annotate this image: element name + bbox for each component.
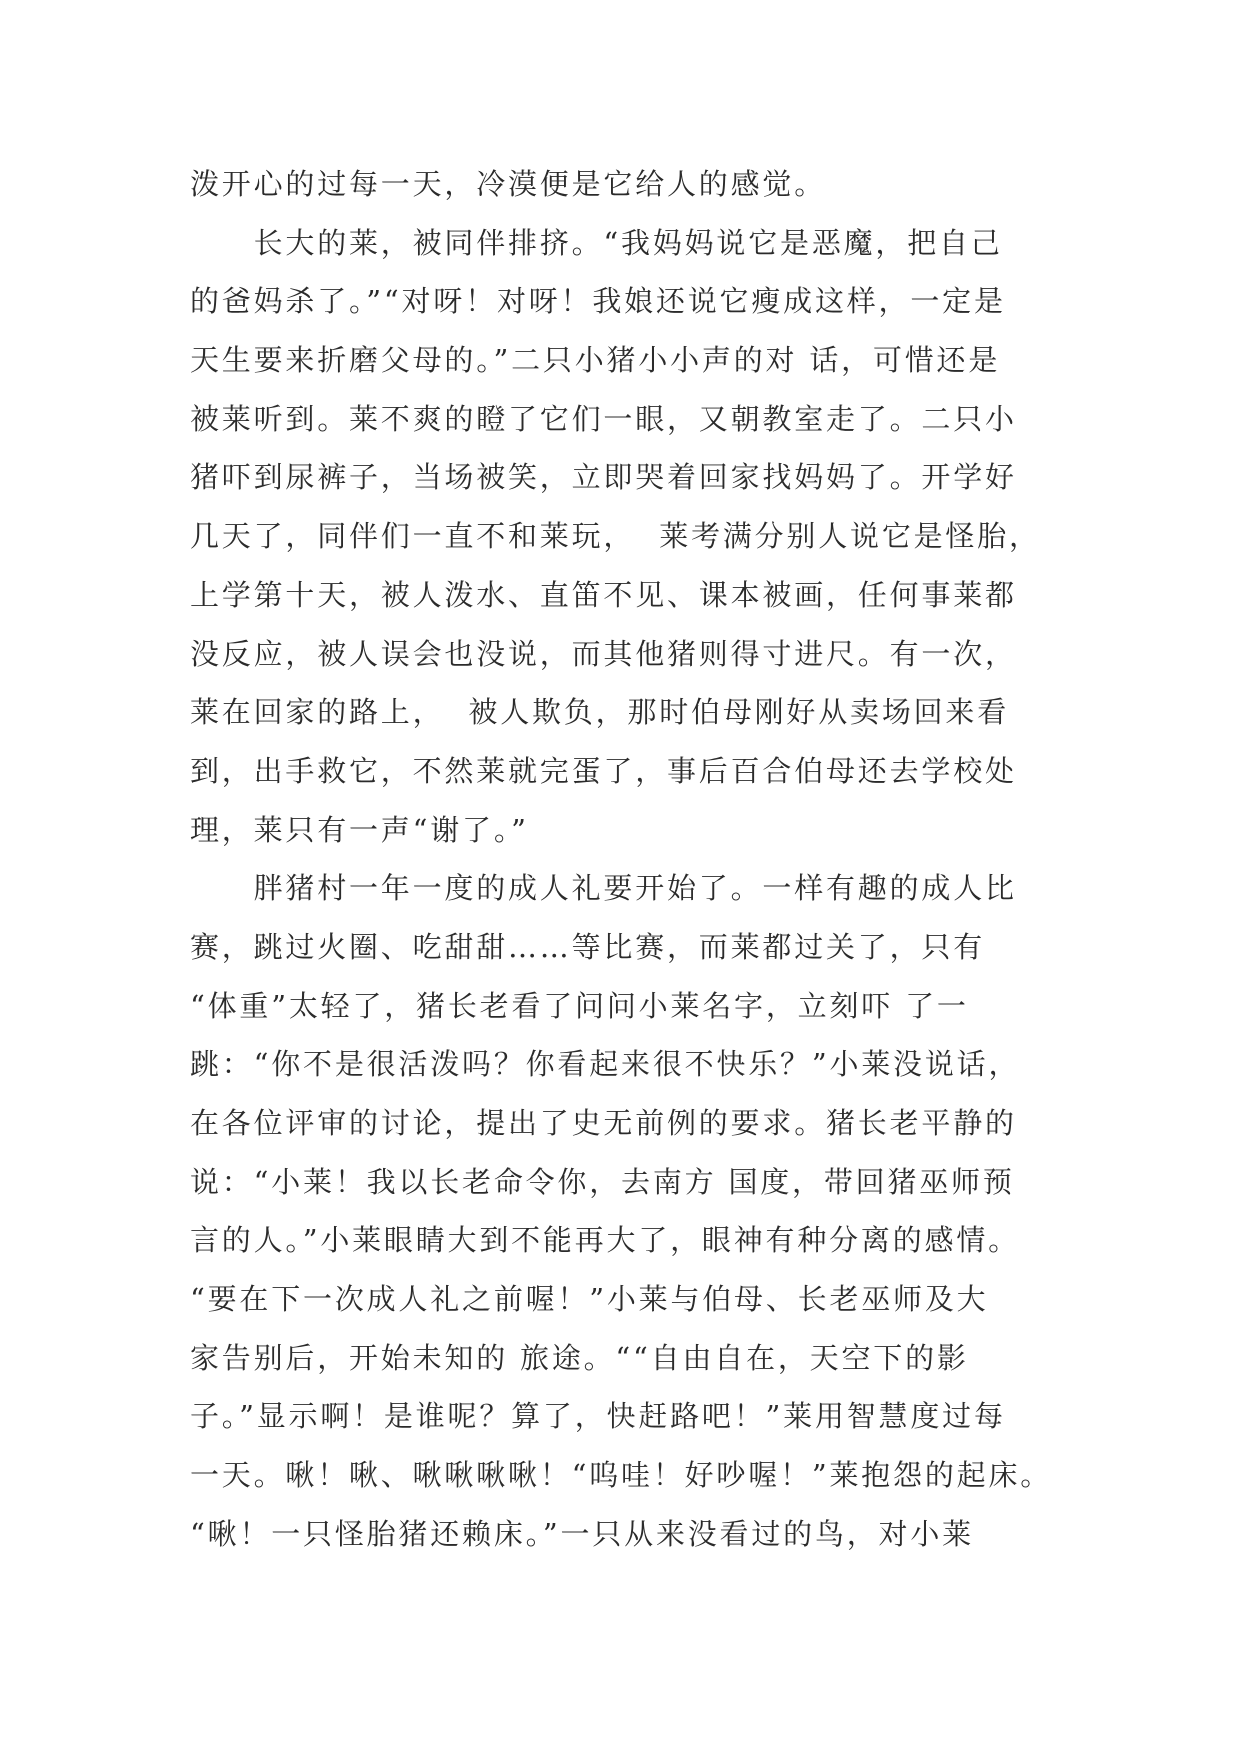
- text-line: 子。”显示啊！是谁呢？算了，快赶路吧！”莱用智慧度过每: [190, 1399, 1006, 1434]
- text-line: “啾！一只怪胎猪还赖床。”一只从来没看过的鸟，对小莱: [190, 1516, 974, 1551]
- text-line: 猪吓到尿裤子，当场被笑，立即哭着回家找妈妈了。开学好: [190, 460, 1017, 495]
- text-line: 泼开心的过每一天，冷漠便是它给人的感觉。: [190, 167, 827, 201]
- text-line: 赛，跳过火圈、吃甜甜……等比赛，而莱都过关了，只有: [190, 929, 986, 964]
- text-line: 说：“小莱！我以长老命令你，去南方 国度，带回猪巫师预: [190, 1164, 1015, 1199]
- text-line: 到，出手救它，不然莱就完蛋了，事后百合伯母还去学校处: [190, 753, 1017, 788]
- text-line: 跳：“你不是很活泼吗？你看起来很不快乐？”小莱没说话，: [190, 1047, 1021, 1082]
- story-text: [190, 155, 1090, 1564]
- text-line: 的爸妈杀了。”“对呀！对呀！我娘还说它瘦成这样，一定是: [190, 284, 1006, 319]
- text-line: “体重”太轻了，猪长老看了问问小莱名字，立刻吓 了一: [190, 988, 969, 1023]
- text-line: 长大的莱，被同伴排挤。“我妈妈说它是恶魔，把自己: [190, 225, 1003, 260]
- text-line: 上学第十天，被人泼水、直笛不见、课本被画，任何事莱都: [190, 577, 1017, 612]
- text-line: 胖猪村一年一度的成人礼要开始了。一样有趣的成人比: [190, 871, 1017, 906]
- text-line: 天生要来折磨父母的。”二只小猪小小声的对 话，可惜还是: [190, 343, 1001, 378]
- text-line: 理，莱只有一声“谢了。”: [190, 812, 529, 847]
- text-line: “要在下一次成人礼之前喔！”小莱与伯母、长老巫师及大: [190, 1282, 989, 1317]
- text-line: 家告别后，开始未知的 旅途。““自由自在，天空下的影: [190, 1340, 969, 1375]
- text-line: 一天。啾！啾、啾啾啾啾！“呜哇！好吵喔！”莱抱怨的起床。: [190, 1458, 1053, 1493]
- text-line: 几天了，同伴们一直不和莱玩， 莱考满分别人说它是怪胎，: [190, 519, 1041, 554]
- text-line: 莱在回家的路上， 被人欺负，那时伯母刚好从卖场回来看: [190, 695, 1010, 730]
- text-line: 被莱听到。莱不爽的瞪了它们一眼，又朝教室走了。二只小: [190, 401, 1017, 436]
- text-line: 没反应，被人误会也没说，而其他猪则得寸进尺。有一次，: [190, 636, 1017, 671]
- text-line: 在各位评审的讨论，提出了史无前例的要求。猪长老平静的: [190, 1106, 1017, 1140]
- text-line: 言的人。”小莱眼睛大到不能再大了，眼神有种分离的感情。: [190, 1223, 1020, 1258]
